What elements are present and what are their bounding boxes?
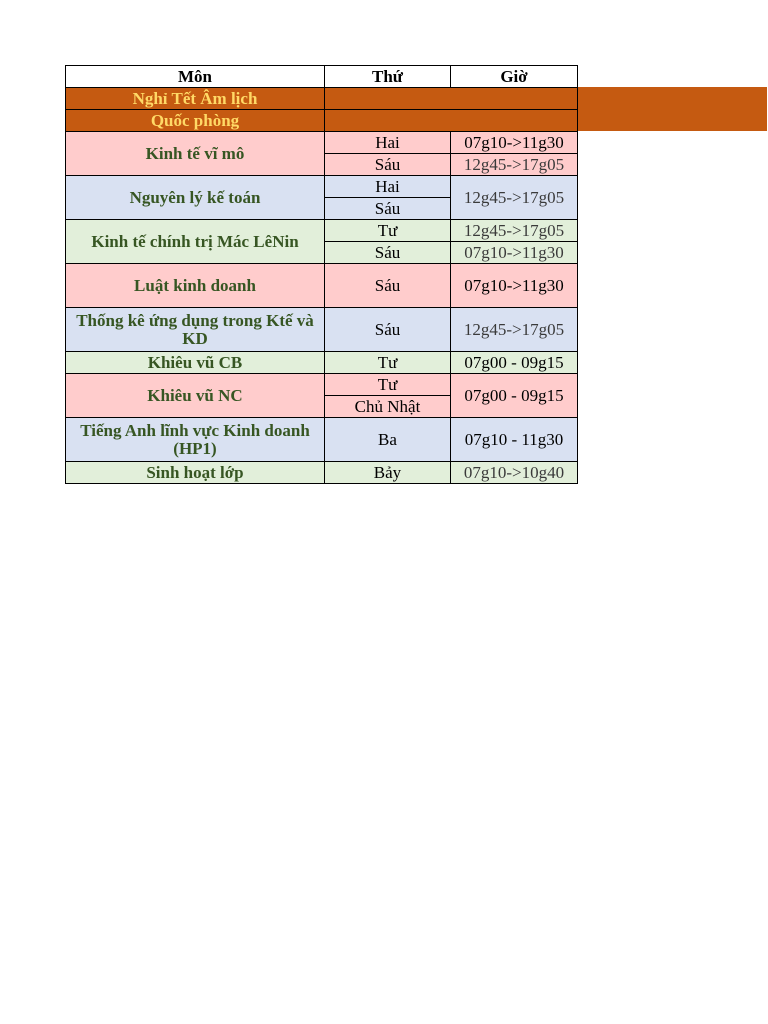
course-time: 12g45->17g05: [451, 220, 578, 242]
course-time: 07g10->10g40: [451, 462, 578, 484]
table-row: [66, 418, 578, 462]
table-row: [66, 176, 578, 198]
course-day: Tư: [325, 374, 451, 396]
course-name: Khiêu vũ NC: [66, 374, 325, 418]
course-time: 07g10->11g30: [451, 132, 578, 154]
course-day: Hai: [325, 132, 451, 154]
course-day: Bảy: [325, 462, 451, 484]
course-time: 07g00 - 09g15: [451, 352, 578, 374]
course-day: Sáu: [325, 308, 451, 352]
table-row: [66, 132, 578, 154]
course-name: Khiêu vũ CB: [66, 352, 325, 374]
course-name: Kinh tế chính trị Mác LêNin: [66, 220, 325, 264]
banner-row: [66, 88, 578, 110]
banner-row: [66, 110, 578, 132]
course-day: Sáu: [325, 242, 451, 264]
course-time: 12g45->17g05: [451, 176, 578, 220]
course-name: Nguyên lý kế toán: [66, 176, 325, 220]
course-name: Tiếng Anh lĩnh vực Kinh doanh (HP1): [66, 418, 325, 462]
table-row: [66, 264, 578, 308]
course-time: 12g45->17g05: [451, 308, 578, 352]
header-thu: Thứ: [325, 66, 451, 88]
banner-empty-cell: [325, 110, 578, 132]
banner-extension-2: [577, 109, 767, 131]
schedule-table: [65, 65, 578, 484]
course-name: Sinh hoạt lớp: [66, 462, 325, 484]
course-time: 07g10 - 11g30: [451, 418, 578, 462]
course-day: Chủ Nhật: [325, 396, 451, 418]
table-row: [66, 220, 578, 242]
banner-empty-cell: [325, 88, 578, 110]
header-gio: Giờ: [451, 66, 578, 88]
course-time: 07g10->11g30: [451, 242, 578, 264]
course-day: Ba: [325, 418, 451, 462]
course-name: Kinh tế vĩ mô: [66, 132, 325, 176]
course-day: Sáu: [325, 154, 451, 176]
course-day: Tư: [325, 352, 451, 374]
course-time: 12g45->17g05: [451, 154, 578, 176]
banner-cell: Quốc phòng: [66, 110, 325, 132]
table-row: [66, 374, 578, 396]
banner-extension-1: [577, 87, 767, 109]
header-row: [66, 66, 578, 88]
header-mon: Môn: [66, 66, 325, 88]
course-day: Tư: [325, 220, 451, 242]
course-day: Sáu: [325, 198, 451, 220]
course-time: 07g00 - 09g15: [451, 374, 578, 418]
banner-cell: Nghỉ Tết Âm lịch: [66, 88, 325, 110]
table-row: [66, 352, 578, 374]
table-row: [66, 308, 578, 352]
course-day: Hai: [325, 176, 451, 198]
course-day: Sáu: [325, 264, 451, 308]
course-name: Luật kinh doanh: [66, 264, 325, 308]
course-name: Thống kê ứng dụng trong Ktế và KD: [66, 308, 325, 352]
course-time: 07g10->11g30: [451, 264, 578, 308]
table-row: [66, 462, 578, 484]
